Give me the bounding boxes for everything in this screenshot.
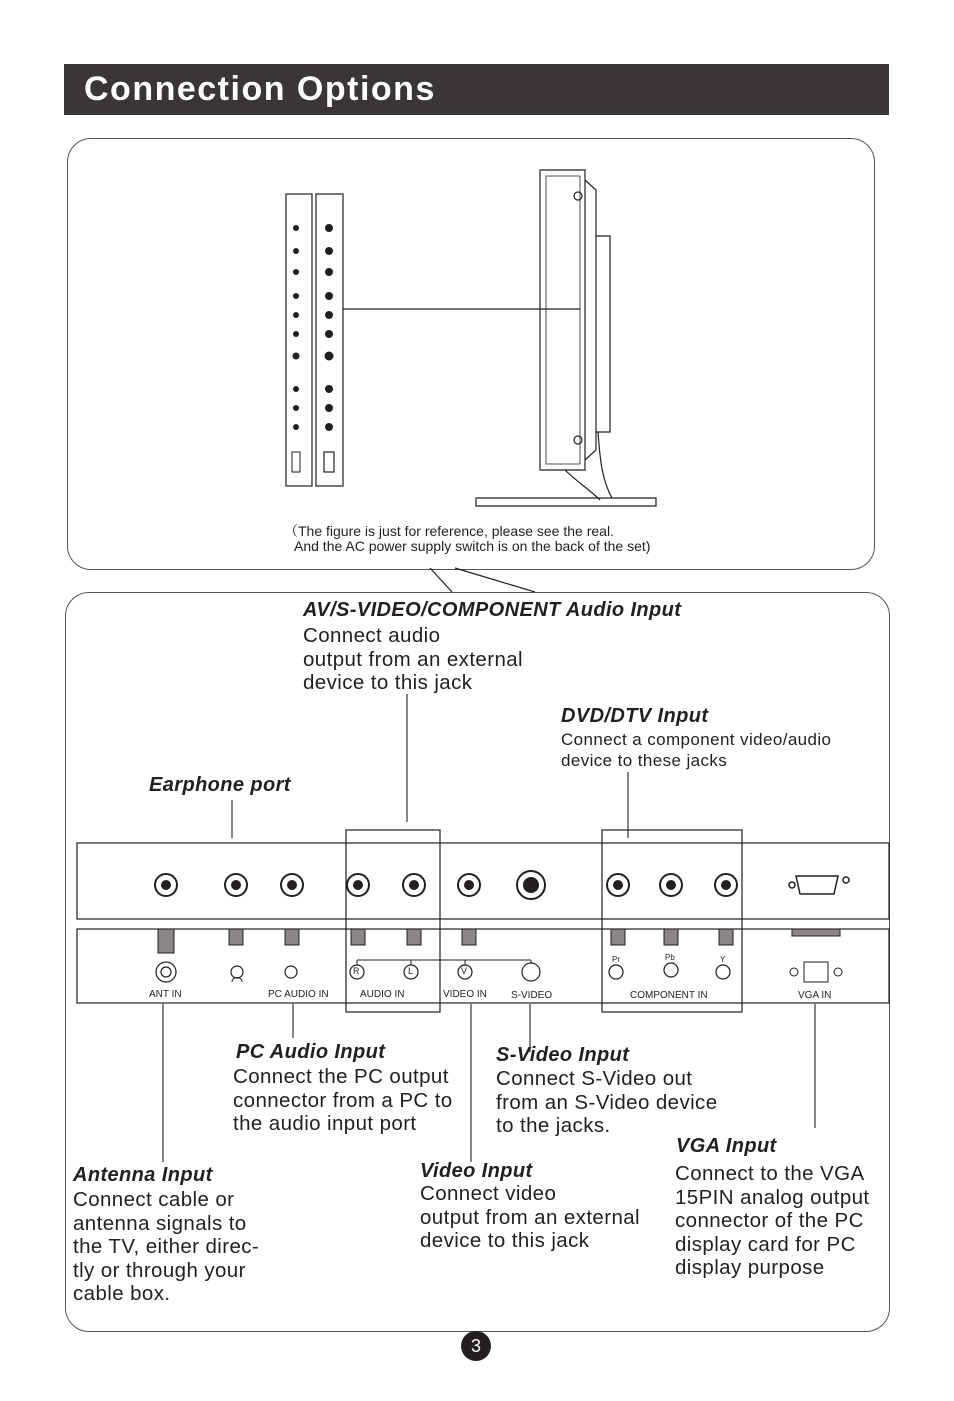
jack-label-y: Y: [720, 955, 726, 964]
jack-label-component-in: COMPONENT IN: [630, 990, 708, 1001]
s-video-heading: S-Video Input: [496, 1044, 630, 1066]
av-audio-description: Connect audio output from an external device to this jack: [303, 624, 524, 695]
jack-label-video-in: VIDEO IN: [443, 989, 487, 1000]
jack-label-audio-in: AUDIO IN: [360, 989, 405, 1000]
jack-label-ant-in: ANT IN: [149, 989, 182, 1000]
antenna-description: Connect cable or antenna signals to the TV, either direc- tly or through your cable box.: [73, 1188, 260, 1306]
jack-label-l: L: [408, 966, 414, 976]
dvd-dtv-description: Connect a component video/audio device to these jacks: [561, 730, 832, 770]
jack-label-pb: Pb: [665, 953, 675, 962]
jack-label-pc-audio-in: PC AUDIO IN: [268, 989, 329, 1000]
av-audio-heading: AV/S-VIDEO/COMPONENT Audio Input: [303, 599, 682, 621]
jack-label-r: R: [353, 966, 360, 976]
pc-audio-description: Connect the PC output connector from a PC to the audio input port: [233, 1065, 453, 1136]
video-description: Connect video output from an external device to this jack: [420, 1182, 641, 1253]
dvd-dtv-heading: DVD/DTV Input: [561, 705, 709, 727]
jack-label-s-video: S-VIDEO: [511, 990, 553, 1001]
video-heading: Video Input: [420, 1160, 533, 1182]
jack-label-v: V: [461, 966, 468, 976]
antenna-heading: Antenna Input: [73, 1164, 213, 1186]
figure-note-line-1: （The figure is just for reference, please see the real.: [284, 523, 614, 539]
jack-label-pr: Pr: [612, 955, 620, 964]
page-number: 3: [461, 1331, 491, 1361]
page-title: Connection Options: [84, 70, 436, 108]
s-video-description: Connect S-Video out from an S-Video device to the jacks.: [496, 1067, 718, 1138]
vga-description: Connect to the VGA 15PIN analog output connector of the PC display card for PC display purpose: [675, 1162, 870, 1280]
pc-audio-heading: PC Audio Input: [236, 1041, 386, 1063]
earphone-heading: Earphone port: [149, 774, 291, 796]
figure-note-line-2: And the AC power supply switch is on the back of the set): [294, 538, 651, 554]
vga-heading: VGA Input: [676, 1135, 777, 1157]
jack-label-vga-in: VGA IN: [798, 990, 832, 1001]
